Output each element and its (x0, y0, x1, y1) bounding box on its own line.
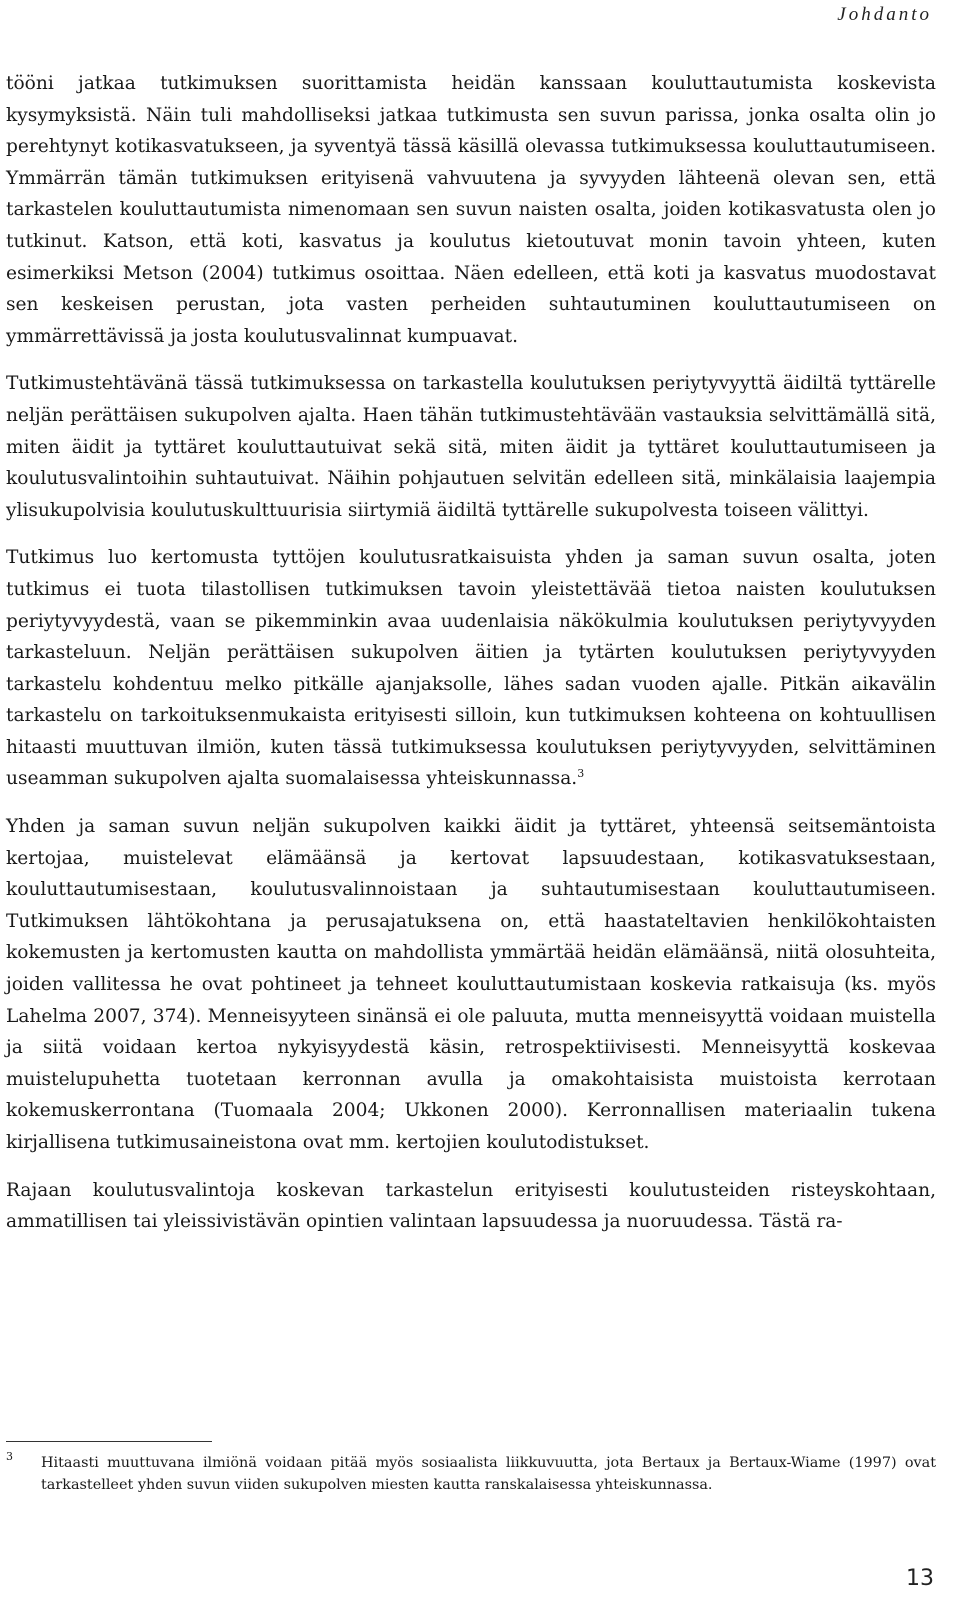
paragraph-4: Yhden ja saman suvun neljän sukupolven kaikki äidit ja tyttäret, yhteensä seitsemäntoista kertojaa, muistelevat elämäänsä ja kertovat lapsuudestaan, kotikasvatuksestaan, kouluttautumisestaan, koulutusvalinnoistaan ja suhtautumisestaan kouluttautumiseen. Tutkimuksen lähtökohtana ja perusajatuksena on, että haastateltavien henkilökohtaisten kokemusten ja kertomusten kautta on mahdollista ymmärtää heidän elämäänsä, niitä olosuhteita, joiden vallitessa he ovat pohtineet ja tehneet kouluttautumistaan koskevia ratkaisuja (ks. myös Lahelma 2007, 374). Menneisyyteen sinänsä ei ole paluuta, mutta menneisyyttä voidaan muistella ja siitä voidaan kertoa nykyisyydestä käsin, retrospektiivisesti. Menneisyyttä koskevaa muistelupuhetta tuotetaan kerronnan avulla ja omakohtaisista muistoista kerrotaan kokemuskerrontana (Tuomaala 2004; Ukkonen 2000). Kerronnallisen materiaalin tukena kirjallisena tutkimusaineistona ovat mm. kertojien koulutodistukset. (6, 816, 936, 1153)
page-number: 13 (906, 1566, 934, 1591)
paragraph-3-text: Tutkimus luo kertomusta tyttöjen koulutusratkaisuista yhden ja saman suvun osalta, joten tutkimus ei tuota tilastollisen tutkimuksen tavoin yleistettävää tietoa naisten koulutuksen periytyvyydestä, vaan se pikemminkin avaa uudenlaisia näkökulmia koulutuksen periytyvyyden tarkasteluun. Neljän perättäisen sukupolven äitien ja tytärten koulutuksen periytyvyyden tarkastelu kohdentuu melko pitkälle ajanjaksolle, lähes sadan vuoden ajalle. Pitkän aikavälin tarkastelu on tarkoituksenmukaista erityisesti silloin, kun tutkimuksen kohteena on kohtuullisen hitaasti muuttuvan ilmiön, kuten tässä tutkimuksessa koulutuksen periytyvyyden, selvittäminen useamman sukupolven ajalta suomalaisessa yhteiskunnassa. (6, 547, 936, 790)
footnote-divider (6, 1441, 212, 1442)
body-text (6, 68, 936, 1254)
paragraph-5: Rajaan koulutusvalintoja koskevan tarkastelun erityisesti koulutusteiden risteyskohtaan, ammatillisen tai yleissivistävän opintien valintaan lapsuudessa ja nuoruudessa. Tästä ra- (6, 1179, 936, 1233)
paragraph-1: tööni jatkaa tutkimuksen suorittamista heidän kanssaan kouluttautumista koskevista kysymyksistä. Näin tuli mahdolliseksi jatkaa tutkimusta sen suvun parissa, jonka osalta olin jo perehtynyt kotikasvatukseen, ja syventyä tässä käsillä olevassa tutkimuksessa kouluttautumiseen. Ymmärrän tämän tutkimuksen erityisenä vahvuutena ja syvyyden lähteenä olevan sen, että tarkastelen kouluttautumista nimenomaan sen suvun naisten osalta, joiden kotikasvatusta olen jo tutkinut. Katson, että koti, kasvatus ja koulutus kietoutuvat monin tavoin yhteen, kuten esimerkiksi Metson (2004) tutkimus osoittaa. Näen edelleen, että koti ja kasvatus muodostavat sen keskeisen perustan, jota vasten perheiden suhtautuminen kouluttautumiseen on ymmärrettävissä ja josta koulutusvalinnat kumpuavat. (6, 73, 936, 347)
running-header: Johdanto (837, 4, 932, 25)
footnote-number: 3 (6, 1450, 13, 1463)
paragraph-2: Tutkimustehtävänä tässä tutkimuksessa on tarkastella koulutuksen periytyvyyttä äidiltä tyttärelle neljän perättäisen sukupolven ajalta. Haen tähän tutkimustehtävään vastauksia selvittämällä sitä, miten äidit ja tyttäret kouluttautuivat sekä sitä, miten äidit ja tyttäret kouluttautumiseen ja koulutusvalintoihin suhtautuivat. Näihin pohjautuen selvitän edelleen sitä, minkälaisia laajempia ylisukupolvisia koulutuskulttuurisia siirtymiä äidiltä tyttärelle sukupolvesta toiseen välittyi. (6, 373, 936, 521)
footnote (6, 1452, 936, 1496)
footnote-text: Hitaasti muuttuvana ilmiönä voidaan pitää myös sosiaalista liikkuvuutta, jota Bertaux ja Bertaux-Wiame (1997) ovat tarkastelleet yhden suvun viiden sukupolven miesten kautta ranskalaisessa yhteiskunnassa. (41, 1455, 936, 1493)
paragraph-3 (6, 542, 936, 795)
footnote-reference[interactable]: 3 (577, 767, 585, 781)
